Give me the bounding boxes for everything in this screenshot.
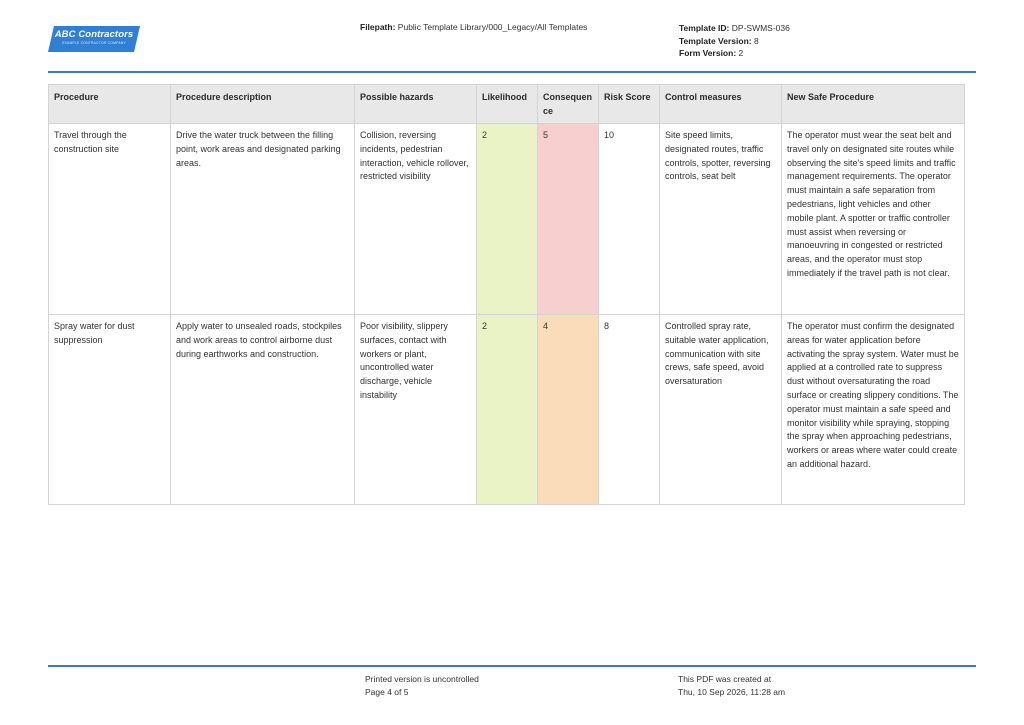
template-version-value: 8 (753, 35, 759, 46)
logo-name: ABC Contractors (54, 29, 134, 40)
header-controls: Control measures (660, 85, 782, 124)
cell-hazards: Collision, reversing incidents, pedestrian interaction, vehicle rollover, restricted visibility (355, 124, 477, 315)
cell-description: Apply water to unsealed roads, stockpiles and work areas to control airborne dust during earthworks and construction. (171, 315, 355, 505)
header-divider (48, 71, 976, 73)
logo-tagline: EXAMPLE CONTRACTOR COMPANY (62, 41, 126, 45)
header-procedure: Procedure (49, 85, 171, 124)
template-id-label: Template ID: (679, 23, 730, 33)
footer-print-info (365, 673, 479, 698)
created-timestamp: Thu, 10 Sep 2026, 11:28 am (678, 686, 786, 697)
form-version-label: Form Version: (679, 48, 737, 58)
filepath-label: Filepath: (360, 22, 396, 32)
table-row (49, 124, 965, 315)
form-version (679, 47, 790, 60)
template-version-label: Template Version: (679, 35, 752, 46)
cell-controls: Controlled spray rate, suitable water application, communication with site crews, safe speed, avoid oversaturation (660, 315, 782, 505)
cell-consequence: 4 (538, 315, 599, 505)
page-number: Page 4 of 5 (365, 686, 409, 697)
company-logo (48, 26, 140, 52)
cell-new-procedure: The operator must confirm the designated areas for water application before activating the spray system. Water must be applied at a controlled rate to suppress dust without oversaturating the road surface or creating slippery conditions. The operator must maintain a safe speed and monitor visibility while spraying, stopping the spray when approaching pedestrians, workers or areas where water could create an additional hazard. (782, 315, 965, 505)
filepath (360, 22, 587, 32)
footer-divider (48, 665, 976, 667)
filepath-value: Public Template Library/000_Legacy/All Templates (397, 22, 588, 32)
header-new-procedure: New Safe Procedure (782, 85, 965, 124)
template-version (679, 35, 790, 48)
cell-new-procedure: The operator must wear the seat belt and travel only on designated site routes while observing the site's speed limits and traffic management requirements. The operator must maintain a safe separation from pedestrians, light vehicles and other mobile plant. A spotter or traffic controller must assist when reversing or manoeuvring in congested or restricted areas, and the operator must stop immediately if the travel path is not clear. (782, 124, 965, 315)
form-version-value: 2 (738, 48, 744, 58)
template-meta (679, 22, 790, 60)
created-label: This PDF was created at (678, 674, 772, 684)
uncontrolled-notice: Printed version is uncontrolled (365, 674, 479, 684)
cell-likelihood: 2 (477, 315, 538, 505)
cell-hazards: Poor visibility, slippery surfaces, contact with workers or plant, uncontrolled water discharge, vehicle instability (355, 315, 477, 505)
footer-created-info (678, 673, 785, 698)
cell-procedure: Spray water for dust suppression (49, 315, 171, 505)
cell-likelihood: 2 (477, 124, 538, 315)
header-hazards: Possible hazards (355, 85, 477, 124)
table-header-row (49, 85, 965, 124)
cell-controls: Site speed limits, designated routes, traffic controls, spotter, reversing controls, seat belt (660, 124, 782, 315)
header-likelihood: Likelihood (477, 85, 538, 124)
cell-risk-score: 10 (599, 124, 660, 315)
cell-risk-score: 8 (599, 315, 660, 505)
template-id-value: DP-SWMS-036 (731, 23, 790, 33)
swms-table (48, 84, 965, 505)
header-description: Procedure description (171, 85, 355, 124)
cell-procedure: Travel through the construction site (49, 124, 171, 315)
header-risk-score: Risk Score (599, 85, 660, 124)
template-id (679, 22, 790, 35)
cell-description: Drive the water truck between the filling point, work areas and designated parking areas. (171, 124, 355, 315)
table-row (49, 315, 965, 505)
cell-consequence: 5 (538, 124, 599, 315)
header-consequence: Consequen ce (538, 85, 599, 124)
